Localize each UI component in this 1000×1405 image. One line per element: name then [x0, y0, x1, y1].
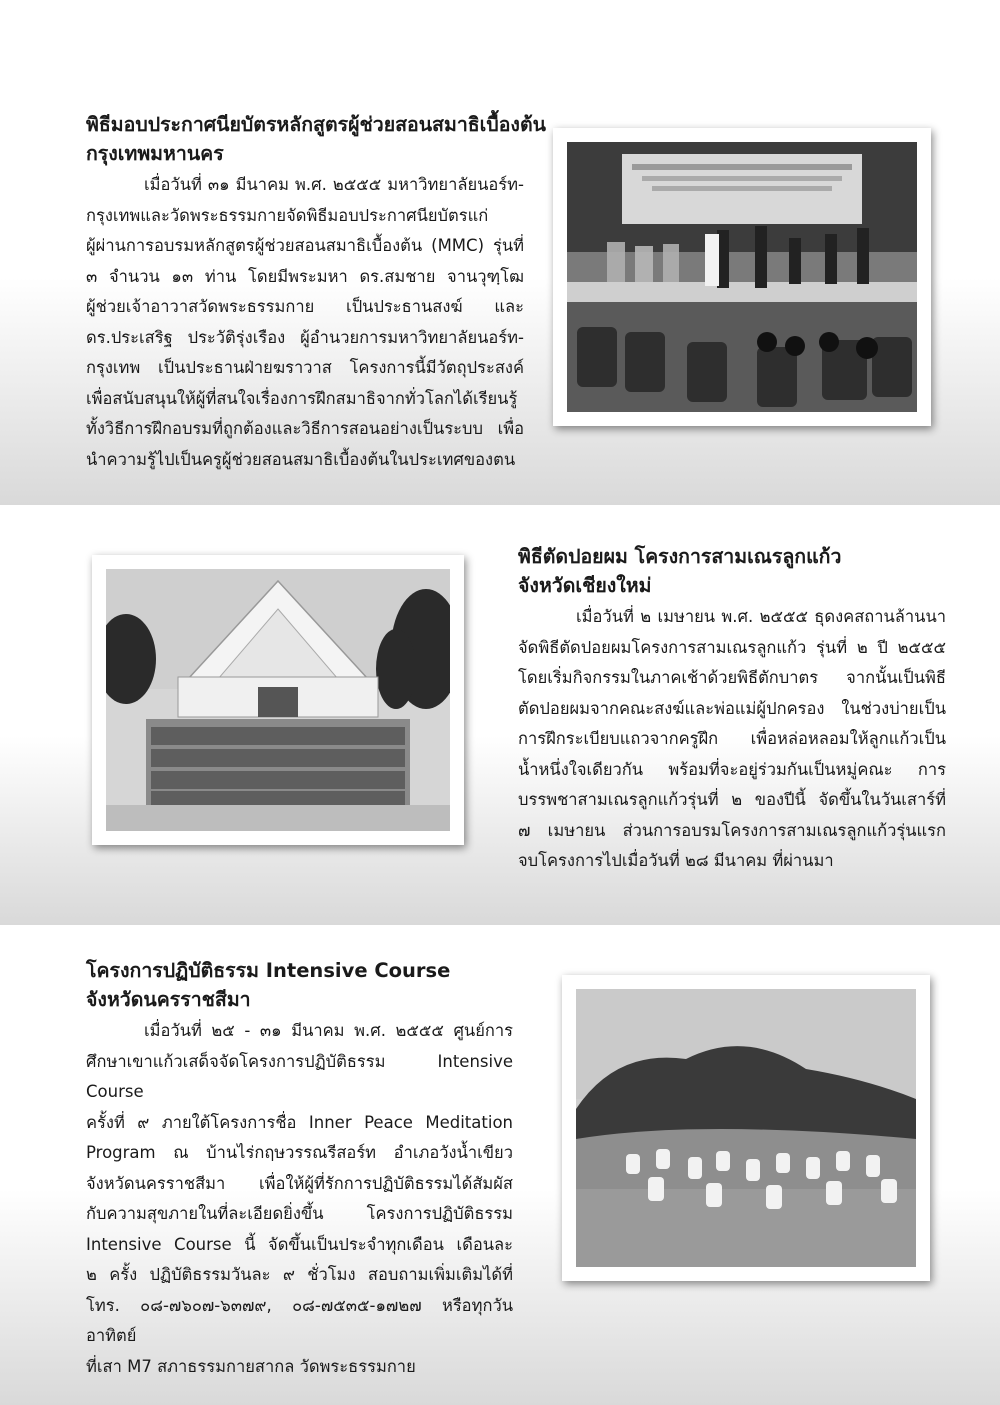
body-line: เมื่อวันที่ ๒๕ - ๓๑ มีนาคม พ.ศ. ๒๕๕๕ ศูนย์การ — [144, 1021, 513, 1040]
novices-photo-image — [106, 569, 450, 831]
title-line: โครงการปฏิบัติธรรม Intensive Course — [86, 959, 451, 982]
title-line: กรุงเทพมหานคร — [86, 142, 224, 165]
body-line: กรุงเทพ เป็นประธานฝ่ายฆราวาส โครงการนี้มีวัตถุประสงค์ — [86, 358, 524, 377]
body-line: ผู้ช่วยเจ้าอาวาสวัดพระธรรมกาย เป็นประธานสงฆ์ และ — [86, 297, 524, 316]
photo-novices-temple — [92, 555, 464, 845]
meditation-photo-image — [576, 989, 916, 1267]
body-line: จัดพิธีตัดปอยผมโครงการสามเณรลูกแก้ว รุ่นที่ ๒ ปี ๒๕๕๕ — [518, 637, 946, 657]
body-line: ๓ จำนวน ๑๓ ท่าน โดยมีพระมหา ดร.สมชาย จานวุฑฺโฒ — [86, 266, 524, 286]
photo-ceremony-stage — [553, 128, 931, 426]
title-line: จังหวัดเชียงใหม่ — [518, 574, 652, 597]
article-title — [518, 542, 946, 600]
body-line: เพื่อสนับสนุนให้ผู้ที่สนใจเรื่องการฝึกสมาธิจากทั่วโลกได้เรียนรู้ — [86, 388, 518, 408]
article-body — [518, 602, 946, 877]
body-line: โดยเริ่มกิจกรรมในภาคเช้าด้วยพิธีตักบาตร จากนั้นเป็นพิธี — [518, 668, 946, 687]
title-line: พิธีมอบประกาศนียบัตรหลักสูตรผู้ช่วยสอนสมาธิเบื้องต้น — [86, 113, 546, 136]
photo-meditation-field — [562, 975, 930, 1281]
article-title — [86, 110, 546, 168]
article-hair-cutting-ceremony — [518, 542, 946, 877]
article-title — [86, 956, 513, 1014]
body-line: เมื่อวันที่ ๒ เมษายน พ.ศ. ๒๕๕๕ ธุดงคสถานล้านนา — [576, 607, 946, 626]
body-line: ๒ ครั้ง ปฏิบัติธรรมวันละ ๙ ชั่วโมง สอบถามเพิ่มเติมได้ที่ — [86, 1265, 513, 1284]
body-line: กับความสุขภายในที่ละเอียดยิ่งขึ้น โครงการปฏิบัติธรรม — [86, 1204, 513, 1223]
body-line: ศึกษาเขาแก้วเสด็จจัดโครงการปฏิบัติธรรม Intensive Course — [86, 1051, 513, 1101]
body-line: กรุงเทพและวัดพระธรรมกายจัดพิธีมอบประกาศนียบัตรแก่ — [86, 205, 489, 225]
body-line: ที่เสา M7 สภาธรรมกายสากล วัดพระธรรมกาย — [86, 1356, 416, 1376]
article-certificate-ceremony — [86, 110, 546, 475]
body-line: ดร.ประเสริฐ ประวัติรุ่งเรือง ผู้อำนวยการมหาวิทยาลัยนอร์ท- — [86, 327, 524, 347]
article-intensive-course — [86, 956, 513, 1382]
body-line: จังหวัดนครราชสีมา เพื่อให้ผู้ที่รักการปฏิบัติธรรมได้สัมผัส — [86, 1173, 513, 1193]
body-line: จบโครงการไปเมื่อวันที่ ๒๘ มีนาคม ที่ผ่านมา — [518, 851, 834, 870]
body-line: นำความรู้ไปเป็นครูผู้ช่วยสอนสมาธิเบื้องต้นในประเทศของตน — [86, 449, 516, 469]
body-line: โทร. ๐๘-๗๖๐๗-๖๓๗๙, ๐๘-๗๕๓๕-๑๗๒๗ หรือทุกวันอาทิตย์ — [86, 1295, 513, 1345]
body-line: Program ณ บ้านไร่กฤษวรรณรีสอร์ท อำเภอวังน้ำเขียว — [86, 1143, 513, 1162]
ceremony-photo-image — [567, 142, 917, 412]
body-line: ตัดปอยผมจากคณะสงฆ์และพ่อแม่ผู้ปกครอง ในช่วงบ่ายเป็น — [518, 698, 946, 718]
article-body — [86, 170, 524, 475]
title-line: จังหวัดนครราชสีมา — [86, 988, 251, 1011]
article-body — [86, 1016, 513, 1382]
body-line: บรรพชาสามเณรลูกแก้วรุ่นที่ ๒ ของปีนี้ จัดขึ้นในวันเสาร์ที่ — [518, 790, 946, 809]
body-line: น้ำหนึ่งใจเดียวกัน พร้อมที่จะอยู่ร่วมกันเป็นหมู่คณะ การ — [518, 759, 946, 779]
body-line: Intensive Course นี้ จัดขึ้นเป็นประจำทุกเดือน เดือนละ — [86, 1234, 513, 1254]
body-line: ทั้งวิธีการฝึกอบรมที่ถูกต้องและวิธีการสอนอย่างเป็นระบบ เพื่อ — [86, 419, 524, 438]
body-line: ๗ เมษายน ส่วนการอบรมโครงการสามเณรลูกแก้วรุ่นแรก — [518, 820, 946, 840]
body-line: การฝึกระเบียบแถวจากครูฝึก เพื่อหล่อหลอมให้ลูกแก้วเป็น — [518, 729, 946, 748]
body-line: ครั้งที่ ๙ ภายใต้โครงการชื่อ Inner Peace Meditation — [86, 1112, 513, 1132]
title-line: พิธีตัดปอยผม โครงการสามเณรลูกแก้ว — [518, 545, 842, 568]
body-line: ผู้ผ่านการอบรมหลักสูตรผู้ช่วยสอนสมาธิเบื้องต้น (MMC) รุ่นที่ — [86, 236, 524, 255]
body-line: เมื่อวันที่ ๓๑ มีนาคม พ.ศ. ๒๕๕๕ มหาวิทยาลัยนอร์ท- — [144, 175, 524, 194]
